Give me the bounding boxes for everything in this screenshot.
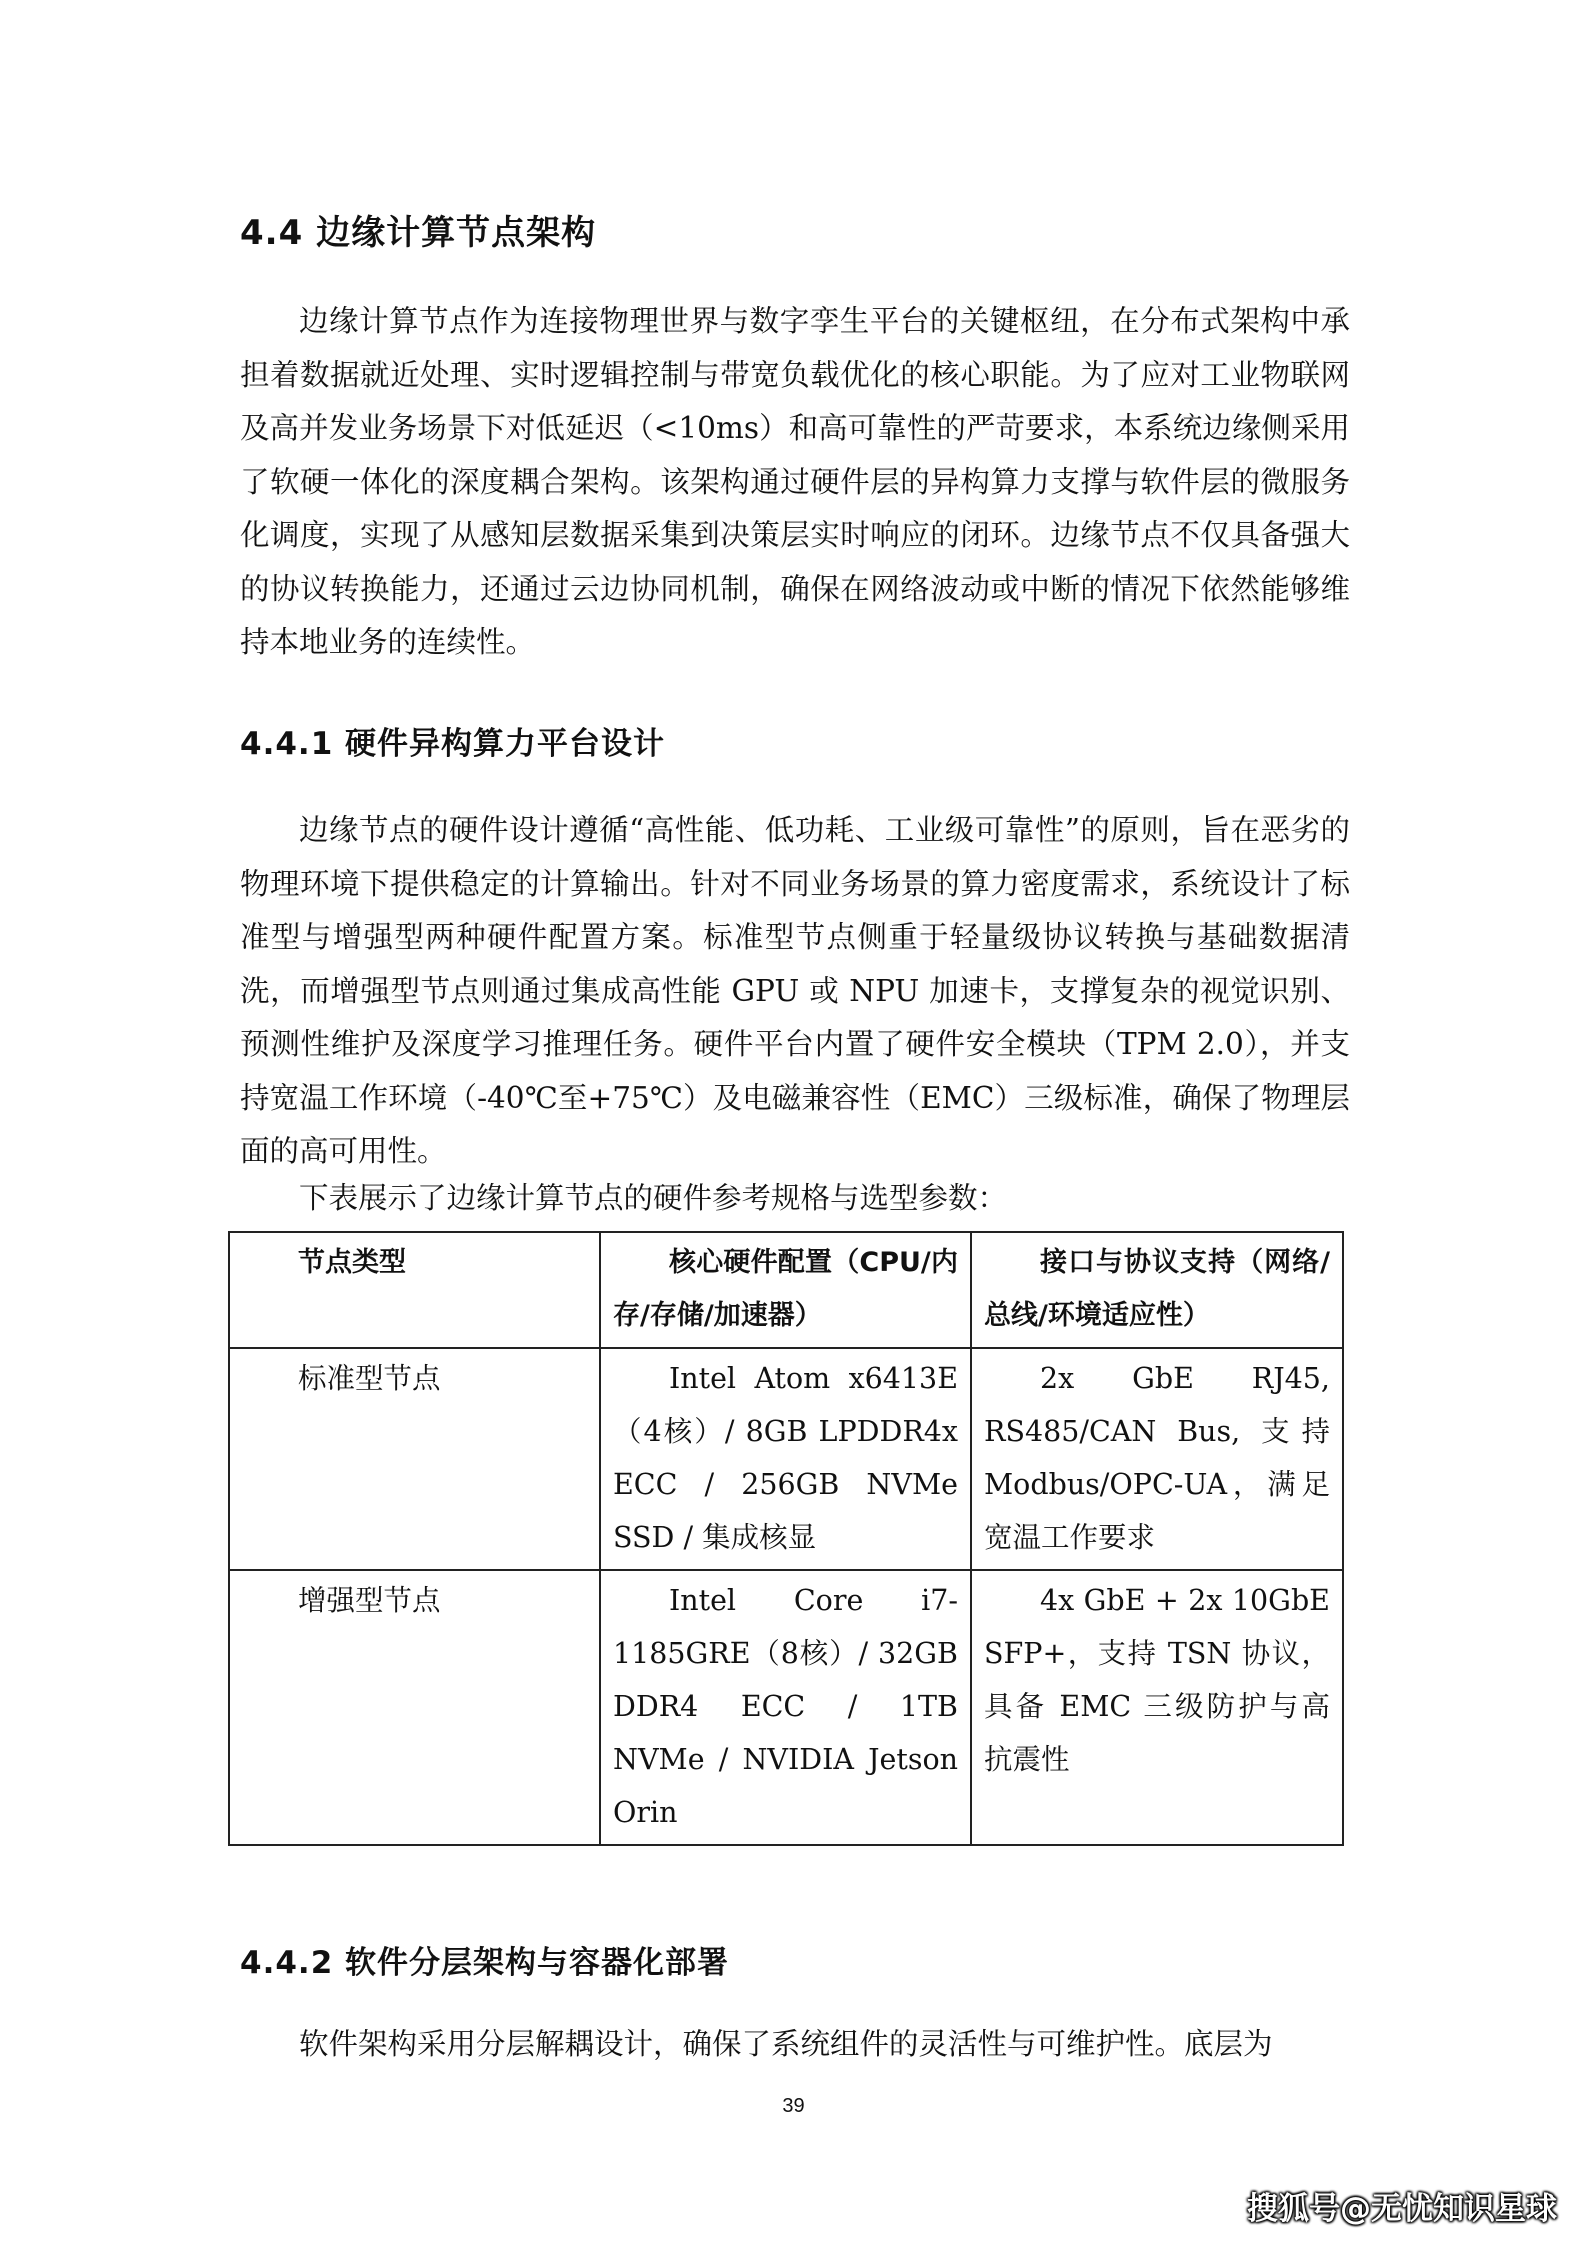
table-header-row	[229, 1232, 1343, 1348]
hardware-spec-table	[228, 1231, 1344, 1846]
subsection-heading-hardware: 4.4.1 硬件异构算力平台设计	[240, 726, 666, 762]
software-paragraph: 软件架构采用分层解耦设计，确保了系统组件的灵活性与可维护性。底层为	[299, 2027, 1273, 2061]
table-caption: 下表展示了边缘计算节点的硬件参考规格与选型参数：	[299, 1181, 1008, 1215]
section-heading: 4.4 边缘计算节点架构	[240, 213, 597, 253]
header-interfaces: 接口与协议支持（网络/总线/环境适应性）	[971, 1232, 1343, 1348]
table-row	[229, 1570, 1343, 1845]
table-row	[229, 1348, 1343, 1570]
cell-core-config: Intel Atom x6413E（4核）/ 8GB LPDDR4x ECC / 256GB NVMe SSD / 集成核显	[600, 1348, 971, 1570]
cell-node-type: 增强型节点	[229, 1570, 600, 1845]
cell-interfaces: 2x GbE RJ45, RS485/CAN Bus, 支持 Modbus/OPC-UA，满足宽温工作要求	[971, 1348, 1343, 1570]
header-core-config: 核心硬件配置（CPU/内存/存储/加速器）	[600, 1232, 971, 1348]
page-number: 39	[782, 2095, 805, 2117]
cell-core-config: Intel Core i7-1185GRE（8核）/ 32GB DDR4 ECC / 1TB NVMe / NVIDIA Jetson Orin	[600, 1570, 971, 1845]
cell-node-type: 标准型节点	[229, 1348, 600, 1570]
cell-interfaces: 4x GbE + 2x 10GbE SFP+，支持 TSN 协议，具备 EMC 三级防护与高抗震性	[971, 1570, 1343, 1845]
watermark: 搜狐号@无忧知识星球	[1247, 2191, 1557, 2227]
hardware-paragraph: 边缘节点的硬件设计遵循“高性能、低功耗、工业级可靠性”的原则，旨在恶劣的物理环境下提供稳定的计算输出。针对不同业务场景的算力密度需求，系统设计了标准型与增强型两种硬件配置方案。标准型节点侧重于轻量级协议转换与基础数据清洗，而增强型节点则通过集成高性能 GPU 或 NPU 加速卡，支撑复杂的视觉识别、预测性维护及深度学习推理任务。硬件平台内置了硬件安全模块（TPM 2.0），并支持宽温工作环境（-40℃至+75℃）及电磁兼容性（EMC）三级标准，确保了物理层面的高可用性。	[240, 813, 1350, 1168]
intro-paragraph: 边缘计算节点作为连接物理世界与数字孪生平台的关键枢纽，在分布式架构中承担着数据就近处理、实时逻辑控制与带宽负载优化的核心职能。为了应对工业物联网及高并发业务场景下对低延迟（<10ms）和高可靠性的严苛要求，本系统边缘侧采用了软硬一体化的深度耦合架构。该架构通过硬件层的异构算力支撑与软件层的微服务化调度，实现了从感知层数据采集到决策层实时响应的闭环。边缘节点不仅具备强大的协议转换能力，还通过云边协同机制，确保在网络波动或中断的情况下依然能够维持本地业务的连续性。	[240, 304, 1350, 659]
header-node-type: 节点类型	[229, 1232, 600, 1348]
subsection-heading-software: 4.4.2 软件分层架构与容器化部署	[240, 1945, 730, 1981]
